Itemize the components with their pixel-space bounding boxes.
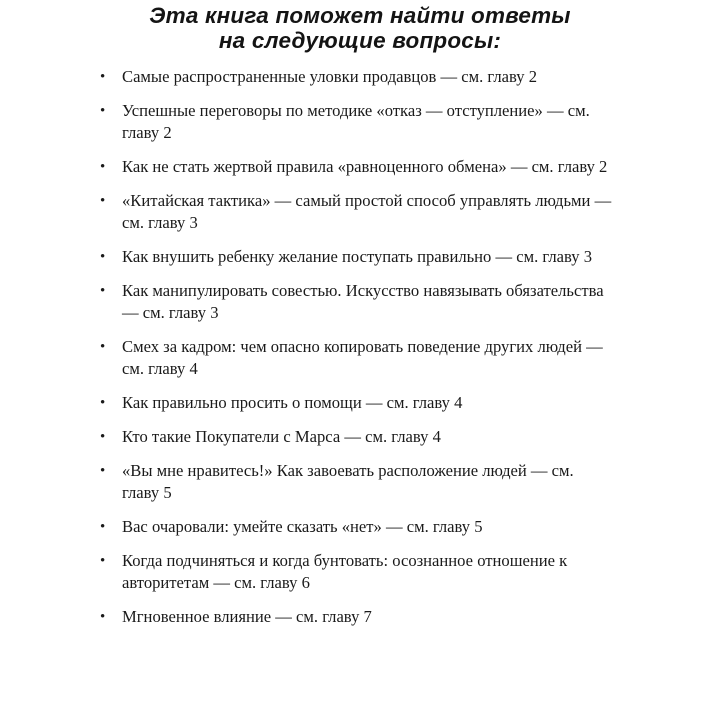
list-item-text: «Вы мне нравитесь!» Как завоевать расположение людей — см. главу 5: [122, 461, 574, 502]
list-item: [0, 336, 720, 380]
list-item: [0, 460, 720, 504]
list-item: [0, 190, 720, 234]
bullet-icon: •: [100, 519, 106, 535]
bullet-icon: •: [100, 283, 106, 299]
list-item-text: Кто такие Покупатели с Марса — см. главу 4: [122, 427, 441, 446]
page-title: [0, 0, 720, 53]
list-item: [0, 156, 720, 178]
list-item: [0, 392, 720, 414]
list-item-text: Мгновенное влияние — см. главу 7: [122, 607, 372, 626]
list-item-text: Когда подчиняться и когда бунтовать: осознанное отношение к авторитетам — см. главу 6: [122, 551, 568, 592]
list-item-text: «Китайская тактика» — самый простой способ управлять людьми — см. главу 3: [122, 191, 612, 232]
bullet-icon: •: [100, 103, 106, 119]
bullet-icon: •: [100, 69, 106, 85]
list-item: [0, 280, 720, 324]
list-item: [0, 550, 720, 594]
bullet-icon: •: [100, 159, 106, 175]
list-item: [0, 516, 720, 538]
page-title-line-1: Эта книга поможет найти ответы: [149, 3, 571, 28]
bullet-icon: •: [100, 339, 106, 355]
list-item: [0, 606, 720, 628]
bullet-icon: •: [100, 395, 106, 411]
list-item-text: Вас очаровали: умейте сказать «нет» — см. главу 5: [122, 517, 483, 536]
bullet-icon: •: [100, 609, 106, 625]
list-item: [0, 100, 720, 144]
list-item-text: Смех за кадром: чем опасно копировать поведение других людей — см. главу 4: [122, 337, 603, 378]
list-item: [0, 246, 720, 268]
list-item-text: Как не стать жертвой правила «равноценного обмена» — см. главу 2: [122, 157, 608, 176]
bullet-icon: •: [100, 463, 106, 479]
list-item-text: Как манипулировать совестью. Искусство навязывать обязательства — см. главу 3: [122, 281, 604, 322]
list-item-text: Самые распространенные уловки продавцов — см. главу 2: [122, 67, 538, 86]
bullet-icon: •: [100, 429, 106, 445]
list-item: [0, 66, 720, 88]
page-title-line-2: на следующие вопросы:: [218, 28, 502, 53]
bullet-icon: •: [100, 249, 106, 265]
list-item-text: Как внушить ребенку желание поступать правильно — см. главу 3: [122, 247, 593, 266]
question-list: [0, 66, 720, 628]
bullet-icon: •: [100, 193, 106, 209]
list-item-text: Успешные переговоры по методике «отказ — отступление» — см. главу 2: [122, 101, 590, 142]
bullet-icon: •: [100, 553, 106, 569]
list-item: [0, 426, 720, 448]
list-item-text: Как правильно просить о помощи — см. главу 4: [122, 393, 463, 412]
